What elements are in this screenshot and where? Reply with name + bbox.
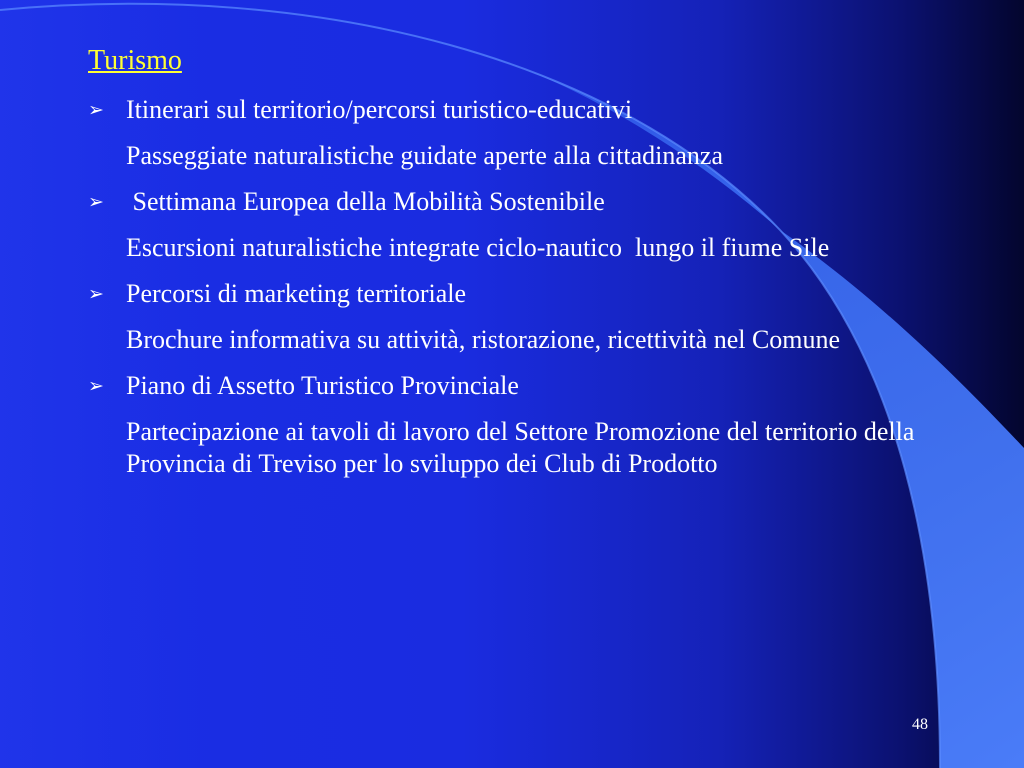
bullet-item-3 — [88, 278, 928, 310]
arrow-bullet-icon: ➢ — [88, 283, 104, 305]
bullet-heading: Settimana Europea della Mobilità Sostenibile — [126, 187, 605, 216]
arrow-bullet-icon: ➢ — [88, 99, 104, 121]
arrow-bullet-icon: ➢ — [88, 191, 104, 213]
bullet-detail: Partecipazione ai tavoli di lavoro del Settore Promozione del territorio della Provincia di Treviso per lo sviluppo dei Club di Prodotto — [126, 417, 915, 478]
bullet-list — [88, 94, 928, 494]
bullet-detail: Brochure informativa su attività, ristorazione, ricettività nel Comune — [126, 325, 841, 354]
bullet-item-1 — [88, 94, 928, 126]
bullet-heading: Itinerari sul territorio/percorsi turistico-educativi — [126, 95, 633, 124]
arrow-bullet-icon: ➢ — [88, 375, 104, 397]
bullet-item-2 — [88, 186, 928, 218]
bullet-heading: Percorsi di marketing territoriale — [126, 279, 467, 308]
bullet-heading: Piano di Assetto Turistico Provinciale — [126, 371, 519, 400]
slide-title: Turismo — [88, 45, 182, 76]
bullet-detail: Passeggiate naturalistiche guidate aperte alla cittadinanza — [126, 141, 724, 170]
slide-number: 48 — [912, 716, 928, 733]
bullet-detail: Escursioni naturalistiche integrate ciclo-nautico lungo il fiume Sile — [126, 233, 830, 262]
bullet-item-4 — [88, 370, 928, 402]
